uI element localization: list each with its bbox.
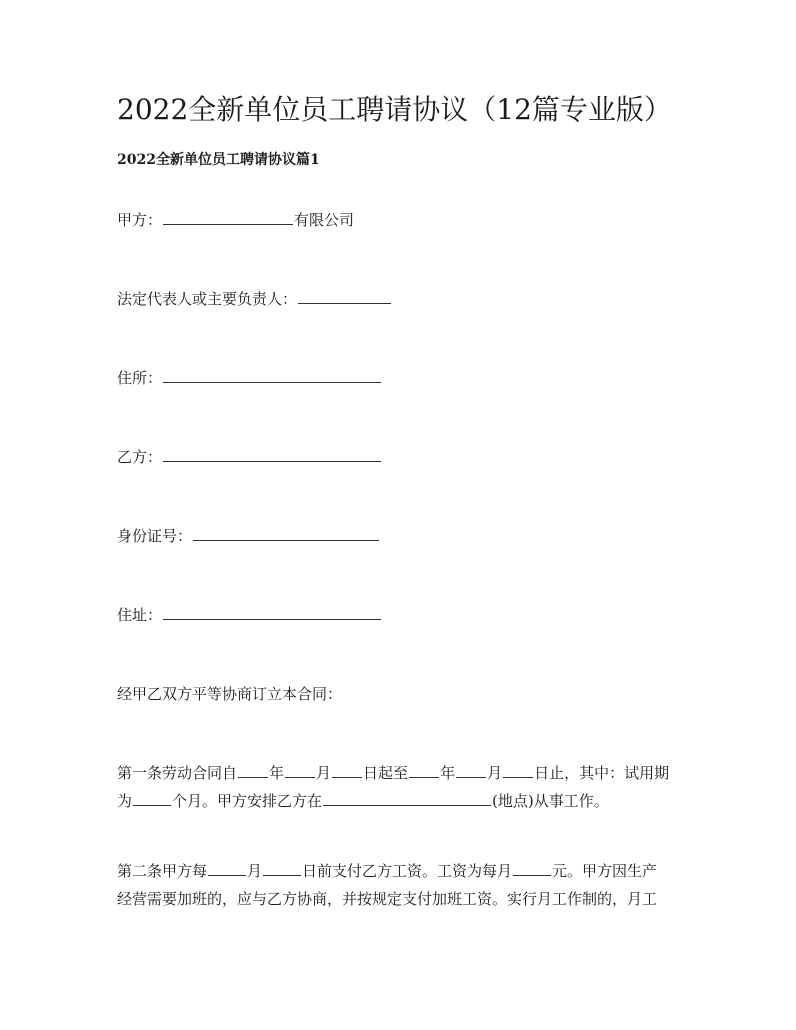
pay-day-blank: [263, 859, 301, 876]
start-month-blank: [285, 761, 315, 778]
article-1: [117, 759, 682, 815]
legal-rep-blank: [298, 287, 391, 304]
party-a-label: 甲方：: [117, 211, 163, 229]
address-b-label: 住址：: [117, 606, 163, 624]
monthly-wage-blank: [513, 859, 551, 876]
end-month-blank: [456, 761, 486, 778]
document-title: 2022全新单位员工聘请协议（12篇专业版）: [117, 93, 672, 126]
id-number-blank: [193, 524, 379, 541]
article-1-text: 个月。甲方安排乙方在: [172, 792, 323, 810]
start-year-blank: [238, 761, 268, 778]
start-day-blank: [332, 761, 362, 778]
legal-rep-label: 法定代表人或主要负责人：: [117, 290, 298, 308]
work-location-blank: [323, 789, 491, 806]
article-2-row-2: 经营需要加班的，应与乙方协商，并按规定支付加班工资。实行月工作制的，月工: [117, 890, 658, 908]
address-a-line: [117, 364, 382, 392]
article-1-text: 日止，其中：试用期: [534, 764, 670, 782]
end-day-blank: [503, 761, 533, 778]
article-2-text: 月: [247, 862, 263, 880]
address-a-label: 住所：: [117, 369, 163, 387]
article-1-text: 月: [487, 764, 503, 782]
article-2: [117, 857, 682, 913]
article-1-row-1: [117, 759, 682, 787]
article-1-text: 年: [440, 764, 456, 782]
article-1-row-2: [117, 787, 682, 815]
article-1-text: (地点)从事工作。: [492, 792, 609, 810]
legal-rep-line: [117, 285, 392, 313]
section-heading: 2022全新单位员工聘请协议篇1: [117, 152, 320, 168]
party-a-suffix: 有限公司: [294, 211, 355, 229]
article-1-text: 月: [316, 764, 332, 782]
address-b-line: [117, 601, 382, 629]
article-2-text: 第二条甲方每: [117, 862, 208, 880]
intro-line: 经甲乙双方平等协商订立本合同：: [117, 685, 343, 703]
id-number-line: [117, 522, 380, 550]
id-number-label: 身份证号：: [117, 527, 193, 545]
end-year-blank: [409, 761, 439, 778]
party-b-blank: [163, 445, 381, 462]
article-2-text: 日前支付乙方工资。工资为每月: [302, 862, 513, 880]
article-1-text: 第一条劳动合同自: [117, 764, 238, 782]
party-b-line: [117, 443, 382, 471]
probation-months-blank: [133, 789, 171, 806]
party-a-line: [117, 206, 354, 234]
pay-month-blank: [208, 859, 246, 876]
party-a-blank: [163, 208, 293, 225]
address-a-blank: [163, 366, 381, 383]
article-1-text: 为: [117, 792, 133, 810]
article-1-text: 年: [269, 764, 285, 782]
address-b-blank: [163, 603, 381, 620]
article-2-row-1: [117, 857, 682, 885]
party-b-label: 乙方：: [117, 448, 163, 466]
article-1-text: 日起至: [363, 764, 409, 782]
article-2-text: 元。甲方因生产: [552, 862, 658, 880]
